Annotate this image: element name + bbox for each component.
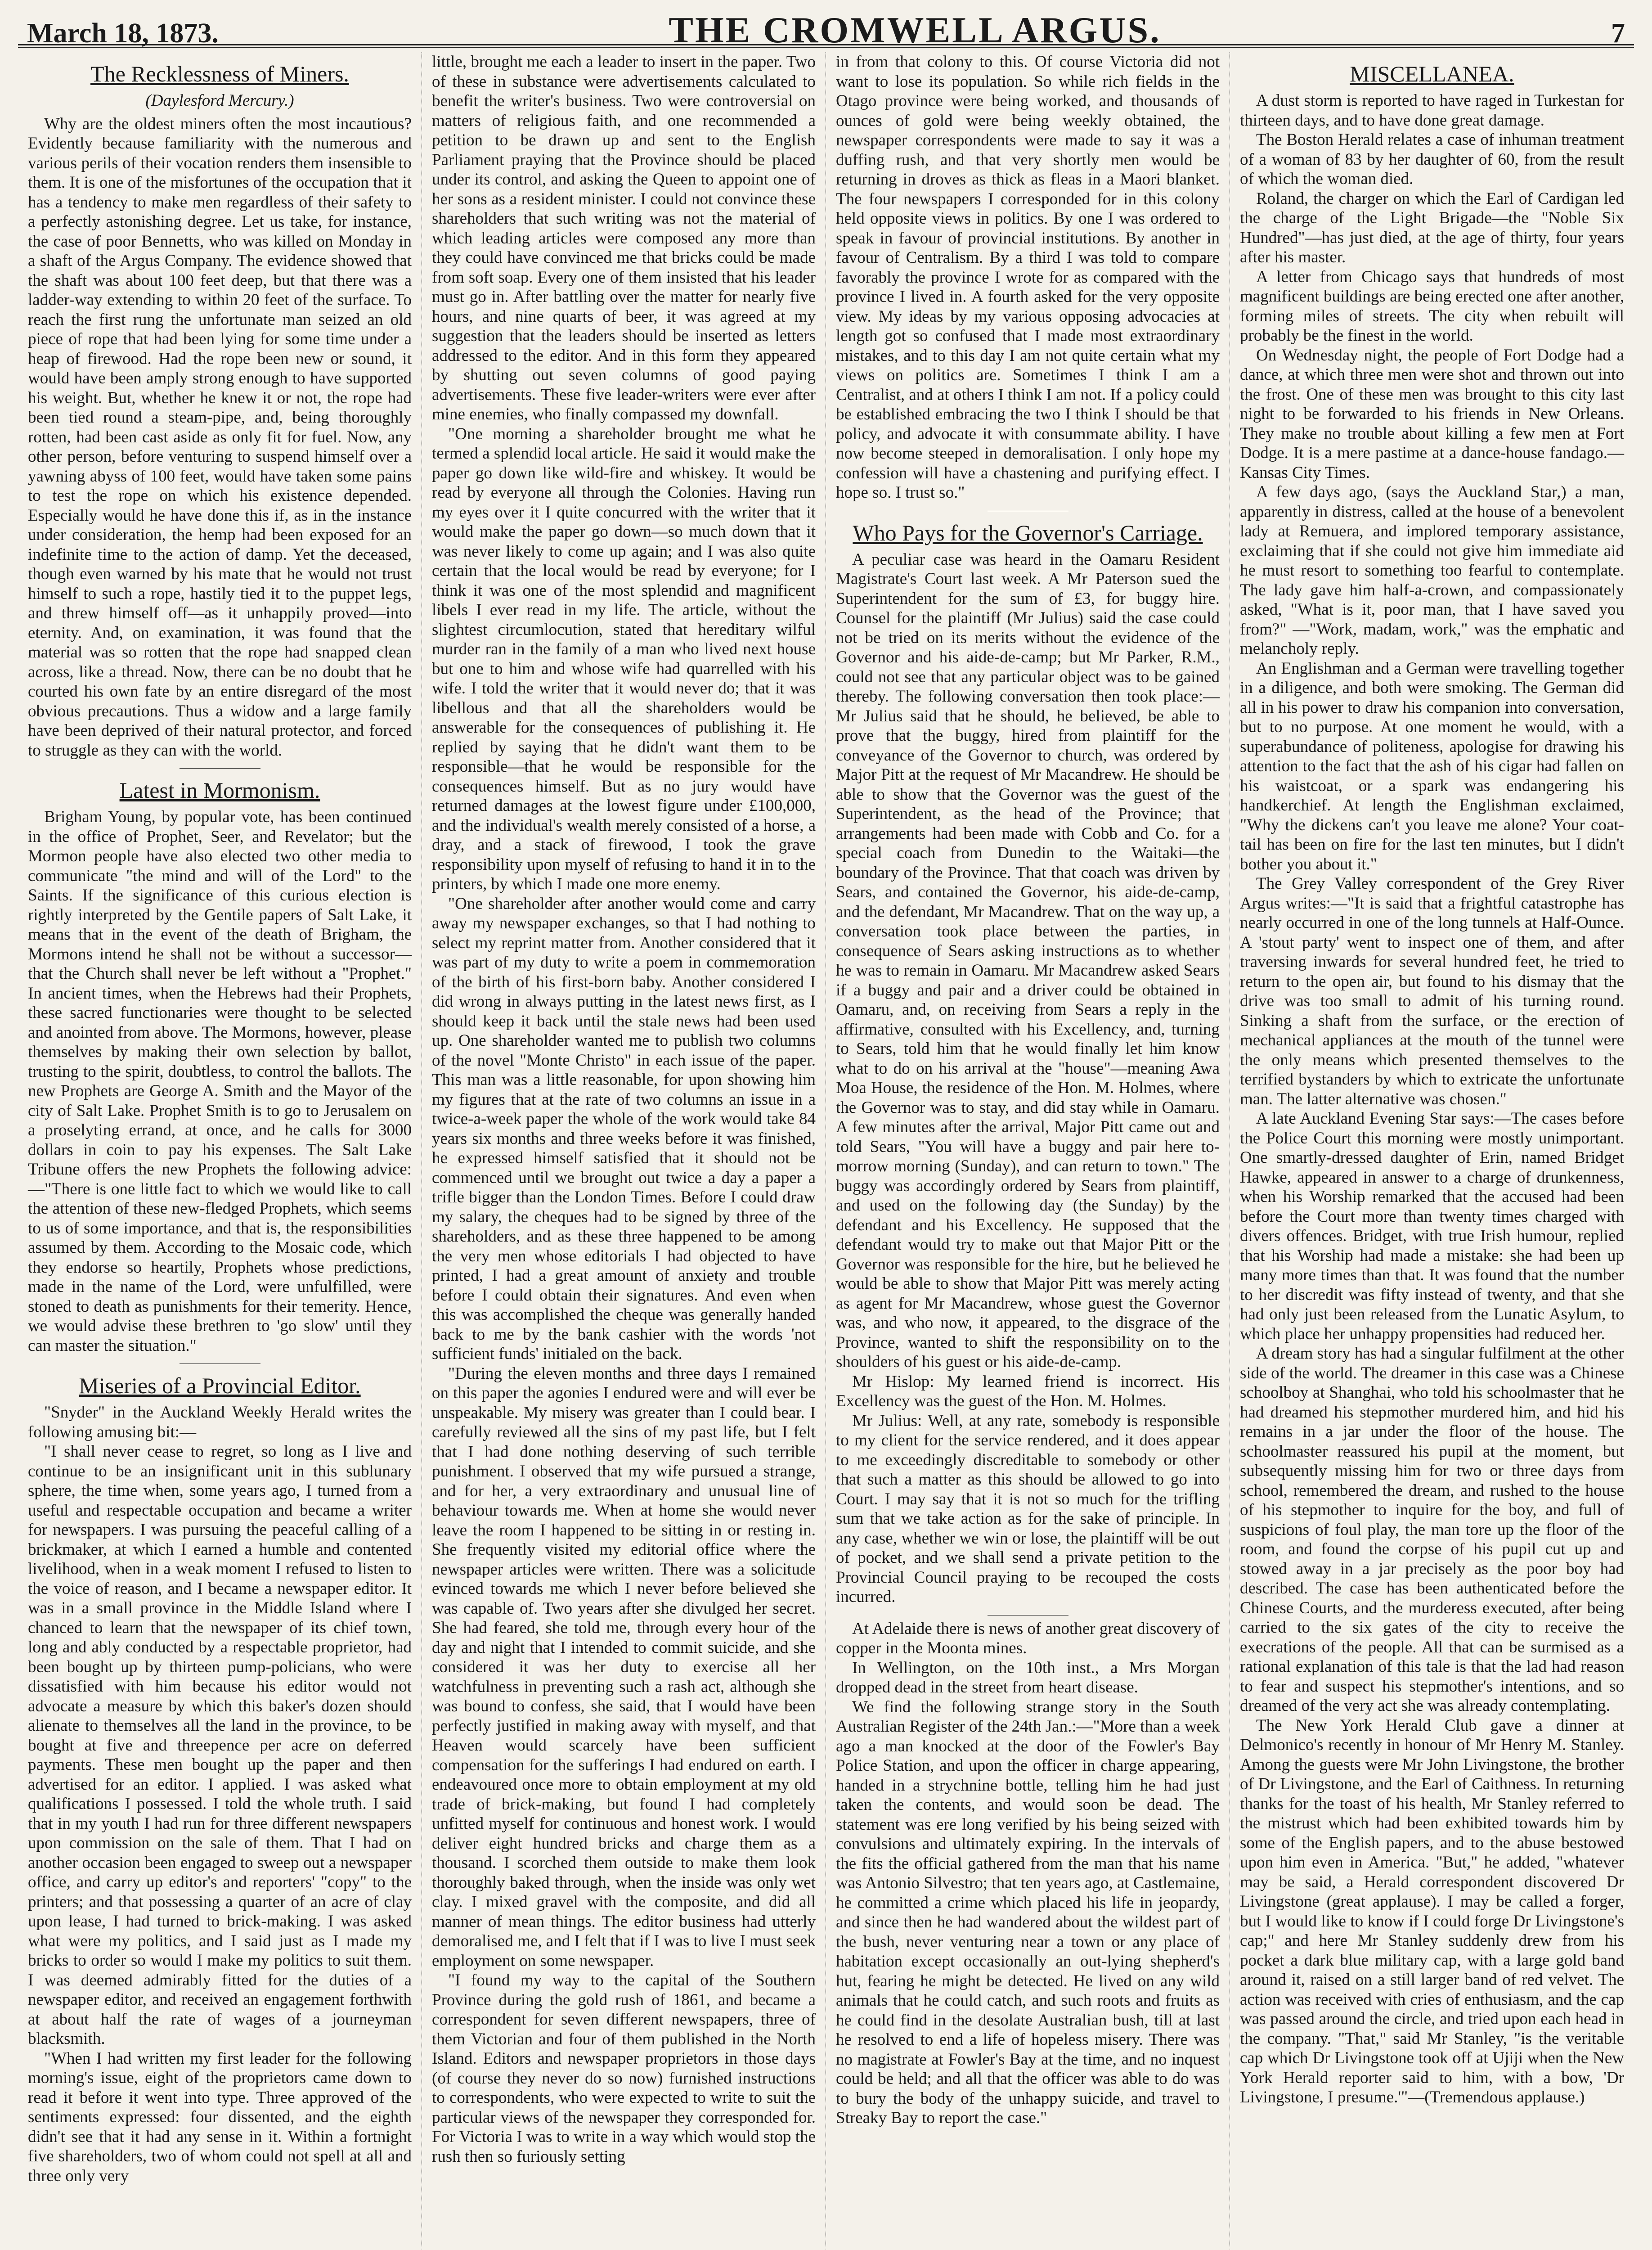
paragraph: We find the following strange story in the South Australian Register of the 24th Jan.:—"More than a week ago a man knocked at the door of the Fowler's Bay Police Station, and upon the officer in charge appearing, handed in a strychnine bottle, telling him he had just taken the contents, and would soon be dead. The statement was ere long verified by his being seized with convulsions and ultimately expiring. In the intervals of the fits the official gathered from the man that his name was Antonio Silvestro; that ten years ago, at Castlemaine, he committed a crime which placed his life in jeopardy, and since then he had wandered about the wildest part of the bush, never venturing near a town or any place of habitation except occasionally an out-lying shepherd's hut, fearing he might be detected. He lived on any wild animals that he could catch, and such roots and fruits as he could find in the desolate Australian bush, till at last he resolved to end a life of hopeless misery. There was no magistrate at Fowler's Bay at the time, and no inquest could be held; and all that the officer was able to do was to bury the body of the unhappy suicide, and travel to Streaky Bay to report the case." <box>836 1697 1220 2127</box>
divider <box>988 1615 1068 1616</box>
column-3 <box>826 52 1230 2250</box>
column-2 <box>422 52 826 2250</box>
paragraph: "One shareholder after another would come and carry away my newspaper exchanges, so that I had nothing to select my reprint matter from. Another considered that it was part of my duty to write a poem in commemoration of the birth of his first-born baby. Another considered I did wrong in always putting in the latest news first, as I should keep it back until the stale news had been used up. One shareholder wanted me to publish two columns of the novel "Monte Christo" in each issue of the paper. This man was a little reasonable, for upon showing him my figures that at the rate of two columns an issue in a twice-a-week paper the whole of the work would take 84 years six months and three weeks before it was finished, he expressed himself satisfied that it should not be commenced until we brought out twice a day a paper a trifle bigger than the London Times. Before I could draw my salary, the cheques had to be signed by three of the shareholders, and as these three happened to be among the very men whose editorials I had objected to have printed, I had a great amount of anxiety and trouble before I could obtain their signatures. And even when this was accomplished the cheque was generally handed back to me by the bank cashier with the words 'not sufficient funds' initialed on the back. <box>432 894 816 1363</box>
masthead <box>18 9 1634 50</box>
paragraph: Why are the oldest miners often the most incautious? Evidently because familiarity with the numerous and various perils of their vocation renders them insensible to them. It is one of the misfortunes of the occupation that it has a tendency to make men regardless of their safety to a perfectly astonishing degree. Let us take, for instance, the case of poor Bennetts, who was killed on Monday in a shaft of the Argus Company. The evidence showed that the shaft was about 100 feet deep, but that there was a ladder-way extending to within 20 feet of the surface. To reach the first rung the unfortunate man seized an old piece of rope that had been lying for some time under a heap of firewood. Had the rope been new or sound, it would have been amply strong enough to have supported his weight. But, whether he knew it or not, the rope had been tied round a steam-pipe, and, being thoroughly rotten, had been cast aside as only fit for fuel. Now, any other person, before venturing to suspend himself over a yawning abyss of 100 feet, would have taken some pains to test the rope on which his existence depended. Especially would he have done this if, as in the instance under consideration, the hemp had been exposed for an indefinite time to the action of damp. Yet the deceased, though even warned by his mate that he would not trust himself to such a rope, hastily tied it to the puppet legs, and threw himself off—as it unhappily proved—into eternity. And, on examination, it was found that the material was so rotten that the rope had snapped clean across, like a thread. Now, there can be no doubt that he courted his own fate by an entire disregard of the most obvious precautions. Thus a widow and a large family have been deprived of their natural protector, and forced to struggle as they can with the world. <box>28 114 412 760</box>
columns <box>18 52 1634 2250</box>
article-title-mormonism: Latest in Mormonism. <box>119 778 320 803</box>
paragraph: At Adelaide there is news of another great discovery of copper in the Moonta mines. <box>836 1619 1220 1657</box>
article-title-governor: Who Pays for the Governor's Carriage. <box>853 520 1203 545</box>
issue-date: March 18, 1873. <box>27 18 219 49</box>
divider <box>180 768 260 769</box>
paragraph: The New York Herald Club gave a dinner at Delmonico's recently in honour of Mr Henry M. Stanley. Among the guests were Mr John Livingstone, the brother of Dr Livingstone, and the Earl of Caithness. In returning thanks for the toast of his health, Mr Stanley referred to the mistrust which had been exhibited towards him by some of the English papers, and to the abuse bestowed upon him even in America. "But," he added, "whatever may be said, a Herald correspondent discovered Dr Livingstone (great applause). I may be called a forger, but I would like to know if I could forge Dr Livingstone's cap;" and here Mr Stanley suddenly drew from his pocket a dark blue military cap, with a large gold band around it, raised on a still larger band of red velvet. The action was received with cries of enthusiasm, and the cap was passed around the circle, and tried upon each head in the company. "That," said Mr Stanley, "is the veritable cap which Dr Livingstone took off at Ujiji when the New York Herald reporter said to him, with a bow, 'Dr Livingstone, I presume.'"—(Tremendous applause.) <box>1240 1716 1624 2106</box>
paragraph: "I found my way to the capital of the Southern Province during the gold rush of 1861, and became a correspondent for seven different newspapers, three of them Victorian and four of them published in the North Island. Editors and newspaper proprietors in those days (of course they never do so now) furnished instructions to correspondents, who were expected to write to suit the particular views of the newspaper they corresponded for. For Victoria I was to write in a way which would stop the rush then so furiously setting <box>432 1971 816 2166</box>
paragraph: little, brought me each a leader to insert in the paper. Two of these in substance were advertisements calculated to benefit the writer's business. Two were controversial on matters of religious faith, and one recommended a petition to be drawn up and sent to the English Parliament praying that the Province should be placed under its control, and asking the Queen to appoint one of her sons as a resident minister. I could not convince these shareholders that such writing was not the material of which leading articles were composed any more than they could have convinced me that bricks could be made from soft soap. Every one of them insisted that his leader must go in. After battling over the matter for nearly five hours, and nine quarts of beer, it was agreed at my suggestion that the leaders should be inserted as letters addressed to the editor. And in this form they appeared by shutting out seven columns of good paying advertisements. These five leader-writers were ever after mine enemies, who finally compassed my downfall. <box>432 53 816 423</box>
paragraph: in from that colony to this. Of course Victoria did not want to lose its population. So while rich fields in the Otago province were being worked, and thousands of ounces of gold were being weekly obtained, the newspaper correspondents were made to say it was a duffing rush, and that very shortly men would be returning in droves as thick as fleas in a Maori blanket. The four newspapers I corresponded for in this colony held opposite views in politics. By one I was ordered to speak in favour of provincial institutions. By another in favour of Centralism. By a third I was told to compare favorably the province I wrote for as compared with the province I lived in. A fourth asked for the very opposite view. My ideas by my various opposing advocacies at length got so confused that I made most extraordinary mistakes, and to this day I am not quite certain what my views on politics are. Sometimes I think I am a Centralist, and at others I think I am not. If a policy could be established embracing the two I think I should be that policy, and advocate it with consummate ability. I have now become steeped in demoralisation. I only hope my confession will have a chastening and purifying effect. I hope so. I trust so." <box>836 53 1220 502</box>
paragraph: "During the eleven months and three days I remained on this paper the agonies I endured were and will ever be unspeakable. My misery was greater than I could bear. I carefully reviewed all the sins of my past life, but I felt that I had done nothing deserving of such terrible punishment. I observed that my wife pursued a strange, and for her, a very extraordinary and unusual line of behaviour towards me. When at home she would never leave the room I happened to be sitting in or resting in. She frequently visited my editorial office where the newspaper articles were written. There was a solicitude evinced towards me which I never before believed she was capable of. Two years after she divulged her secret. She had feared, she told me, through every hour of the day and night that I intended to commit suicide, and she considered it was her duty to exercise all her watchfulness in preventing such a rash act, although she was bound to confess, she said, that I would have been perfectly justified in making away with myself, and that Heaven would scarcely have been sufficient compensation for the sufferings I had endured on earth. I endeavoured once more to obtain employment at my old trade of brick-making, but found I had completely unfitted myself for continuous and honest work. I would deliver eight hundred bricks and charge them as a thousand. I scorched them outside to make them look thoroughly baked through, when the inside was only wet clay. I mixed gravel with the composite, and did all manner of mean things. The editor business had utterly demoralised me, and I felt that if I was to live I must seek employment on some newspaper. <box>432 1364 816 1970</box>
paragraph: The Grey Valley correspondent of the Grey River Argus writes:—"It is said that a frightful catastrophe has nearly occurred in one of the long tunnels at Half-Ounce. A 'stout party' went to inspect one of them, and after traversing inwards for several hundred feet, he tried to return to the open air, but found to his dismay that the drive was too small to admit of his turning round. Sinking a shaft from the surface, or the erection of mechanical appliances at the mouth of the tunnel were the only means which presented themselves to the terrified bystanders by which to extricate the unfortunate man. The latter alternative was chosen." <box>1240 874 1624 1108</box>
paragraph: The Boston Herald relates a case of inhuman treatment of a woman of 83 by her daughter of 60, from the result of which the woman died. <box>1240 130 1624 188</box>
paragraph: "When I had written my first leader for the following morning's issue, eight of the proprietors came down to read it before it went into type. Three approved of the sentiments expressed: four dissented, and the eighth didn't see that it had any sense in it. Within a fortnight five shareholders, two of whom could not spell at all and three only very <box>28 2049 412 2185</box>
paragraph: A few days ago, (says the Auckland Star,) a man, apparently in distress, called at the house of a benevolent lady at Remuera, and implored temporary assistance, exclaiming that if she could not give him immediate aid he must resort to something too fearful to contemplate. The lady gave him half-a-crown, and compassionately asked, "What is it, poor man, that I have saved you from?" —"Work, madam, work," was the emphatic and melancholy reply. <box>1240 483 1624 658</box>
column-4 <box>1230 52 1634 2250</box>
paragraph: A dust storm is reported to have raged in Turkestan for thirteen days, and to have done great damage. <box>1240 91 1624 130</box>
paragraph: "Snyder" in the Auckland Weekly Herald writes the following amusing bit:— <box>28 1403 412 1441</box>
paragraph: "One morning a shareholder brought me what he termed a splendid local article. He said it would make the paper go down like wild-fire and whiskey. It would be read by everyone all through the Colonies. Having run my eyes over it I quite concurred with the writer that it would make the paper go down—so much down that it was never likely to come up again; and I was also quite certain that the local would be read by everyone; for I think it was one of the most splendid and magnificent libels I ever read in my life. The article, without the slightest circumlocution, stated that hereditary wilful murder ran in the family of a man who lived next house but one to him and whose wife had quarrelled with his wife. I told the writer that it would never do; that it was libellous and that all the shareholders would be answerable for the consequences of publishing it. He replied by saying that he didn't want them to be responsible—that he would be responsible for the consequences himself. But as no jury would have returned damages at the lowest figure under £100,000, and the individual's wealth merely consisted of a horse, a dray, and a stack of firewood, I took the grave responsibility upon myself of refusing to hand it in to the printers, by which I made one more enemy. <box>432 424 816 893</box>
paragraph: In Wellington, on the 10th inst., a Mrs Morgan dropped dead in the street from heart disease. <box>836 1658 1220 1696</box>
paragraph: Mr Julius: Well, at any rate, somebody is responsible to my client for the service rendered, and it does appear to me exceedingly discreditable to somebody or other that such a matter as this should be allowed to go into Court. I may say that it is not so much for the trifling sum that we take action as for the sake of principle. In any case, whether we win or lose, the plaintiff will be out of pocket, and we shall send a private petition to the Provincial Council praying to be recouped the costs incurred. <box>836 1411 1220 1606</box>
paragraph: An Englishman and a German were travelling together in a diligence, and both were smoking. The German did all in his power to draw his companion into conversation, but to no purpose. At one moment he would, with a superabundance of politeness, apologise for drawing his attention to the fact that the ash of his cigar had fallen on his waistcoat, or a spark was endangering his handkerchief. At length the Englishman exclaimed, "Why the dickens can't you leave me alone? Your coat-tail has been on fire for the last ten minutes, but I didn't bother you about it." <box>1240 659 1624 873</box>
article-title-editor: Miseries of a Provincial Editor. <box>79 1373 361 1398</box>
paragraph: "I shall never cease to regret, so long as I live and continue to be an insignificant unit in this sublunary sphere, the time when, some years ago, I turned from a useful and respectable occupation and became a writer for newspapers. I was pursuing the peaceful calling of a brickmaker, at which I earned a humble and contented livelihood, when in a weak moment I refused to listen to the voice of reason, and I became a newspaper editor. It was in a small province in the Middle Island where I chanced to learn that the newspaper of its chief town, long and ably conducted by a respectable proprietor, had been bought up by thirteen pump-policians, who were dissatisfied with him because his editor would not advocate a measure by which this baker's dozen should alienate to themselves all the land in the province, to be bought at five and threepence per acre on deferred payments. These men bought up the paper and then advertised for an editor. I applied. I was asked what qualifications I possessed. I told the whole truth. I said that in my youth I had run for three different newspapers upon commission on the sale of them. That I had on another occasion been engaged to sweep out a newspaper office, and carry up editor's and reporters' "copy" to the printers; and that possessing a quarter of an acre of clay upon lease, I had turned to brick-making. I was asked what were my politics, and I said just as I made my bricks to order so would I make my politics to suit them. I was deemed admirably fitted for the duties of a newspaper editor, and received an engagement forthwith at about half the rate of wages of a journeyman blacksmith. <box>28 1442 412 2048</box>
paragraph: A dream story has had a singular fulfilment at the other side of the world. The dreamer in this case was a Chinese schoolboy at Shanghai, who told his schoolmaster that he had dreamed his stepmother murdered him, and hid his remains in a jar under the floor of the house. The schoolmaster reassured his pupil at the moment, but subsequently missing him for two or three days from school, remembered the dream, and rushed to the house of his stepmother to inquire for the boy, and full of suspicions of foul play, the man tore up the floor of the room, and found the corpse of his pupil cut up and stowed away in a jar precisely as the poor boy had described. The case has been authenticated before the Chinese Courts, and the murderess executed, after being carried to the six gates of the city to receive the execrations of the people. All that can be surmised as a rational explanation of this tale is that the lad had reason to fear and suspect his stepmother's intentions, and so dreamed of the very act she was already contemplating. <box>1240 1344 1624 1715</box>
paragraph: Mr Hislop: My learned friend is incorrect. His Excellency was the guest of the Hon. M. Holmes. <box>836 1372 1220 1410</box>
newspaper-title: THE CROMWELL ARGUS. <box>669 9 1161 50</box>
column-1 <box>18 52 422 2250</box>
article-title-miscellanea: MISCELLANEA. <box>1350 61 1514 86</box>
article-source: (Daylesford Mercury.) <box>145 91 294 110</box>
article-title-recklessness: The Recklessness of Miners. <box>90 61 349 86</box>
paragraph: A letter from Chicago says that hundreds of most magnificent buildings are being erected one after another, forming miles of streets. The city when rebuilt will probably be the finest in the world. <box>1240 267 1624 345</box>
paragraph: A peculiar case was heard in the Oamaru Resident Magistrate's Court last week. A Mr Paterson sued the Superintendent for the sum of £3, for buggy hire. Counsel for the plaintiff (Mr Julius) said the case could not be tried on its merits without the evidence of the Governor and his aide-de-camp; but Mr Parker, R.M., could not see that any particular object was to be gained thereby. The following conversation then took place:—Mr Julius said that he should, he believed, be able to prove that the buggy, hired from plaintiff for the conveyance of the Governor to church, was ordered by Major Pitt at the request of Mr Macandrew. He should be able to show that the Governor was the guest of the Superintendent, as the head of the Province; that arrangements had been made with Cobb and Co. for a special coach from Dunedin to the Waitaki—the boundary of the Province. That that coach was driven by Sears, and contained the Governor, his aide-de-camp, and the defendant, Mr Macandrew. That on the way up, a conversation took place between the parties, in consequence of Sears asking instructions as to whether he was to remain in Oamaru. Mr Macandrew asked Sears if a buggy and pair and a driver could be obtained in Oamaru, and, on receiving from Sears a reply in the affirmative, consulted with his Excellency, and, turning to Sears, told him that he would finally let him know what to do on his arrival at the "house"—meaning Awa Moa House, the residence of the Hon. M. Holmes, where the Governor was to stay, and did stay while in Oamaru. A few minutes after the arrival, Major Pitt came out and told Sears, "You will have a buggy and pair here to-morrow morning (Sunday), and can return to town." The buggy was accordingly ordered by Sears from plaintiff, and used on the following day (the Sunday) by the defendant and his Excellency. He supposed that the defendant would try to make out that Major Pitt or the Governor was responsible for the hire, but he believed he would be able to show that Major Pitt was merely acting as agent for Mr Macandrew, whose guest the Governor was, and who now, it appeared, to the disgrace of the Province, wanted to shift the responsibility on to the shoulders of his guest or his aide-de-camp. <box>836 550 1220 1371</box>
paragraph: Brigham Young, by popular vote, has been continued in the office of Prophet, Seer, and Revelator; but the Mormon people have also elected two other media to communicate "the mind and will of the Lord" to the Saints. If the significance of this curious election is rightly interpreted by the Gentile papers of Salt Lake, it means that in the event of the death of Brigham, the Mormons intend he shall not be without a successor—that the Church shall never be left without a "Prophet." In ancient times, when the Hebrews had their Prophets, these sacred functionaries were thought to be selected and anointed from above. The Mormons, however, please themselves by making their own selection by ballot, trusting to the spirit, doubtless, to control the ballots. The new Prophets are George A. Smith and the Mayor of the city of Salt Lake. Prophet Smith is to go to Jerusalem on a proselyting errand, at once, and he calls for 3000 dollars in coin to pay his expenses. The Salt Lake Tribune offers the new Prophets the following advice: —"There is one little fact to which we would like to call the attention of these new-fledged Prophets, which seems to us of some importance, and that is, the responsibilities assumed by them. According to the Mosaic code, which they endorse so heartily, Prophets whose predictions, made in the name of the Lord, were unfulfilled, were stoned to death as punishments for their temerity. Hence, we would advise these brethren to 'go slow' until they can master the situation." <box>28 808 412 1355</box>
paragraph: On Wednesday night, the people of Fort Dodge had a dance, at which three men were shot and thrown out into the frost. One of these men was brought to this city last night to be forwarded to his friends in New Orleans. They make no trouble about killing a few men at Fort Dodge. It is a mere pastime at a dance-house fandago.—Kansas City Times. <box>1240 346 1624 482</box>
paragraph: Roland, the charger on which the Earl of Cardigan led the charge of the Light Brigade—the "Noble Six Hundred"—has just died, at the age of thirty, four years after his master. <box>1240 189 1624 266</box>
page-number: 7 <box>1611 18 1625 49</box>
paragraph: A late Auckland Evening Star says:—The cases before the Police Court this morning were mostly unimportant. One smartly-dressed daughter of Erin, named Bridget Hawke, appeared in answer to a charge of drunkenness, when his Worship remarked that the accused had been before the Court more than twenty times charged with divers offences. Bridget, with true Irish humour, replied that his Worship had made a mistake: she had been up many more times than that. It was found that the number to her discredit was fifty instead of twenty, and that she had only just been released from the Lunatic Asylum, to which place her unhappy propensities had reduced her. <box>1240 1109 1624 1343</box>
